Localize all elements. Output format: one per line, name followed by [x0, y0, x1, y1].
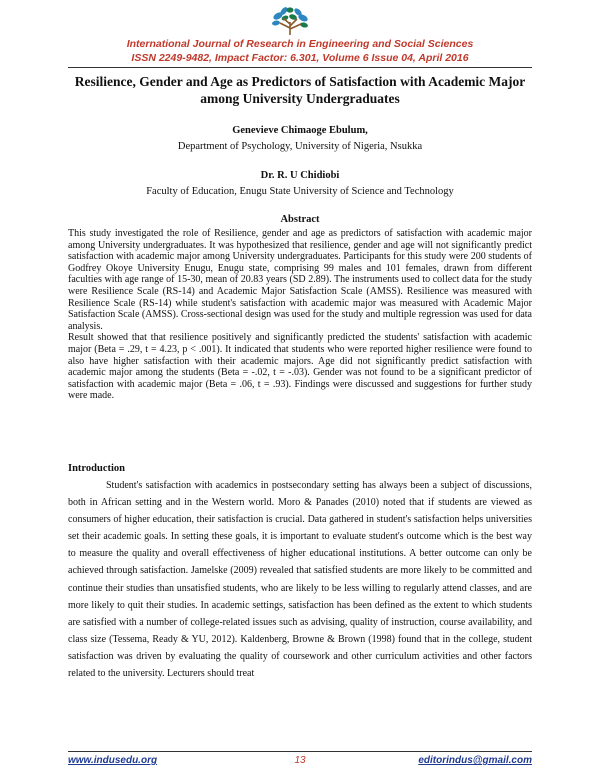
- abstract-paragraph: Result showed that that resilience positively and significantly predicted the students' satisfaction with academic major (Beta = .29, t = 4.23, p < .001). It indicated that students who were reported higher resilience were found to also have higher satisfaction with their academic majors. Age did not significantly predict satisfaction with academic major among the students (Beta = -.02, t = -.03). Gender was not found to be a significant predictor of satisfaction with academic major (Beta = .06, t = .93). Findings were discussed and suggestions for further study were made.: [68, 332, 532, 402]
- header-divider: [68, 67, 532, 68]
- email-link[interactable]: editorindus@gmail.com: [418, 755, 532, 766]
- tree-logo-icon: [268, 6, 312, 36]
- author-name: Dr. R. U Chidiobi: [260, 170, 340, 181]
- page-number: 13: [294, 755, 306, 766]
- author-name: Genevieve Chimaoge Ebulum,: [232, 125, 368, 136]
- author-affiliation: Department of Psychology, University of Nigeria, Nsukka: [177, 141, 423, 152]
- website-link[interactable]: www.indusedu.org: [68, 755, 158, 766]
- journal-issue-info: ISSN 2249-9482, Impact Factor: 6.301, Volume 6 Issue 04, April 2016: [131, 52, 469, 64]
- abstract-body: [68, 228, 532, 402]
- journal-name: International Journal of Research in Engineering and Social Sciences: [126, 38, 474, 50]
- abstract-heading: Abstract: [280, 214, 320, 225]
- author-affiliation: Faculty of Education, Enugu State University of Science and Technology: [146, 186, 454, 197]
- footer-divider: [68, 751, 532, 752]
- paper-title: Resilience, Gender and Age as Predictors of Satisfaction with Academic Major among University Undergraduates: [74, 74, 526, 106]
- introduction-body: [68, 477, 532, 682]
- section-heading: Introduction: [68, 463, 125, 474]
- body-paragraph: Student's satisfaction with academics in postsecondary setting has always been a subject of discussions, both in African setting and in the Western world. Moro & Panades (2010) noted that if students are viewed as consumers of higher education, their satisfaction is crucial. Data gathered in student's satisfaction helps universities set their academic goals. In setting these goals, it is important to evaluate student's outcome which is the best way to measure the quality and overall effectiveness of higher educational institutions. A better outcome can only be achieved through satisfaction. Jamelske (2009) revealed that satisfied students are more likely to be committed and continue their studies than unsatisfied students, who are likely to be less willing to regularly attend classes, and are more likely to quit their studies. In academic settings, satisfaction has been defined as the extent to which students are satisfied with a number of college-related issues such as advising, quality of instruction, course availability, and class size (Tessema, Ready & YU, 2012). Kaldenberg, Browne & Brown (1998) found that in the college, student satisfaction was driven by evaluating the quality of coursework and other curriculum activities and other factors related to the university. Lecturers should treat: [68, 480, 532, 680]
- abstract-paragraph: This study investigated the role of Resilience, gender and age as predictors of satisfaction with academic major among University undergraduates. It was hypothesized that resilience, gender and age will not significantly predict satisfaction with academic major among University undergraduates. Participants for this study were 200 students of Godfrey Okoye University Enugu, Enugu state, comprising 99 males and 101 females, drawn from different faculties with age range of 15-30, mean of 20.83 years (SD 2.89). The instruments used to collect data for the study were Resilience Scale (RS-14) and Academic Major Satisfaction Scale (AMSS). Resilience was measured with Resilience Scale (RS-14) while student's satisfaction with academic major was measured with Academic Major Satisfaction Scale (AMSS). Cross-sectional design was used for the study and multiple regression was used for data analysis.: [68, 228, 532, 332]
